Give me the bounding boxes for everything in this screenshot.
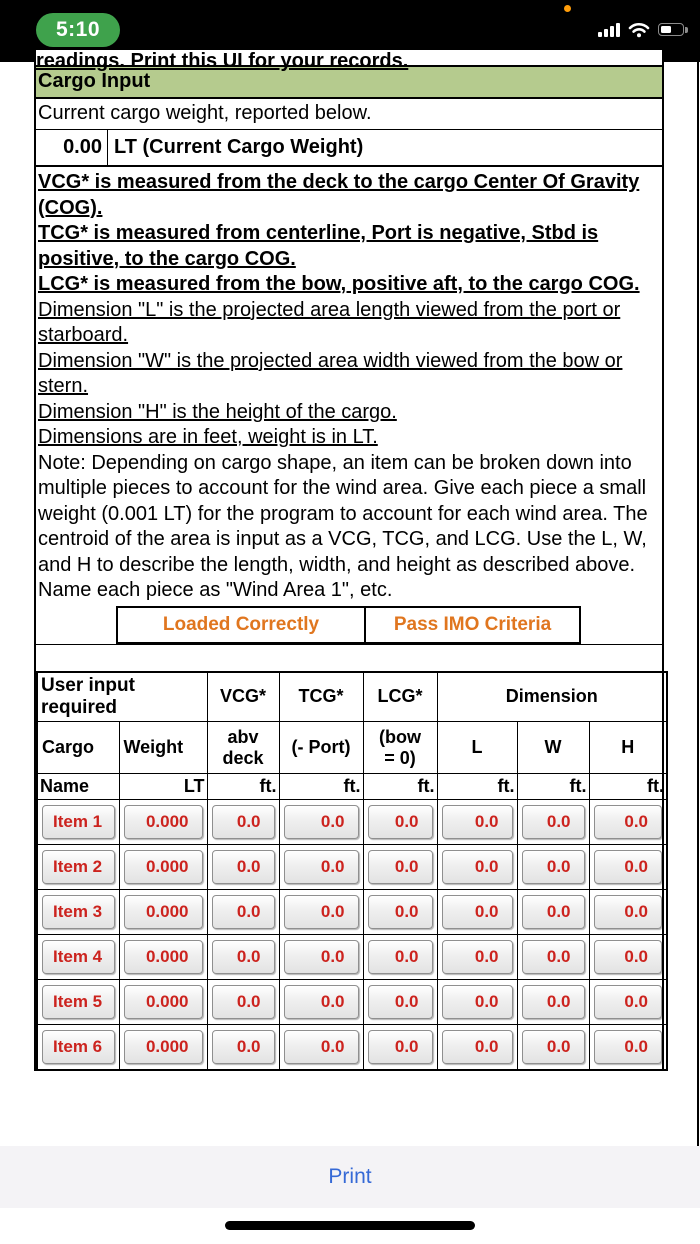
l-input[interactable]: 0.0 — [442, 1030, 513, 1064]
cargo-items-table — [36, 671, 668, 1072]
unit-label-name: Name — [37, 774, 119, 800]
vcg-input[interactable]: 0.0 — [212, 1030, 275, 1064]
status-indicator-row — [36, 606, 662, 645]
instructions-block — [36, 167, 662, 606]
weight-input[interactable]: 0.000 — [124, 805, 203, 839]
table-row — [37, 845, 667, 890]
current-weight-row — [36, 130, 662, 167]
col-subheader-lcg: (bow = 0) — [363, 722, 437, 774]
w-input[interactable]: 0.0 — [522, 985, 585, 1019]
item-name-input[interactable]: Item 4 — [42, 940, 115, 974]
vcg-input[interactable]: 0.0 — [212, 985, 275, 1019]
item-name-input[interactable]: Item 5 — [42, 985, 115, 1019]
col-subheader-vcg: abv deck — [207, 722, 279, 774]
col-header-lcg: LCG* — [363, 672, 437, 722]
info-paragraph-dim-w: Dimension "W" is the projected area width viewed from the bow or stern. — [38, 349, 623, 397]
h-input[interactable]: 0.0 — [594, 1030, 663, 1064]
unit-label-ft-w: ft. — [517, 774, 589, 800]
item-name-input[interactable]: Item 3 — [42, 895, 115, 929]
cargo-weight-description: Current cargo weight, reported below. — [36, 99, 662, 130]
loaded-correctly-status: Loaded Correctly — [116, 606, 366, 644]
col-header-vcg: VCG* — [207, 672, 279, 722]
tcg-input[interactable]: 0.0 — [284, 1030, 359, 1064]
clipped-note-row — [36, 50, 662, 72]
cargo-table-header — [37, 672, 667, 800]
item-name-input[interactable]: Item 6 — [42, 1030, 115, 1064]
current-cargo-weight-label: LT (Current Cargo Weight) — [114, 136, 364, 158]
home-indicator-area — [0, 1208, 700, 1244]
spacer — [36, 645, 662, 671]
lcg-input[interactable]: 0.0 — [368, 940, 433, 974]
tcg-input[interactable]: 0.0 — [284, 940, 359, 974]
lcg-input[interactable]: 0.0 — [368, 985, 433, 1019]
current-cargo-weight-value: 0.00 — [36, 130, 108, 165]
tcg-input[interactable]: 0.0 — [284, 985, 359, 1019]
battery-icon — [658, 23, 684, 36]
col-header-w: W — [517, 722, 589, 774]
tcg-input[interactable]: 0.0 — [284, 895, 359, 929]
col-header-weight: Weight — [119, 722, 207, 774]
w-input[interactable]: 0.0 — [522, 1030, 585, 1064]
cargo-table-body — [37, 800, 667, 1071]
item-name-input[interactable]: Item 1 — [42, 805, 115, 839]
h-input[interactable]: 0.0 — [594, 940, 663, 974]
vcg-input[interactable]: 0.0 — [212, 850, 275, 884]
weight-input[interactable]: 0.000 — [124, 1030, 203, 1064]
info-paragraph-dim-h: Dimension "H" is the height of the cargo. — [38, 400, 397, 423]
vcg-input[interactable]: 0.0 — [212, 895, 275, 929]
mic-indicator-dot — [564, 5, 571, 12]
w-input[interactable]: 0.0 — [522, 850, 585, 884]
col-header-user-input: User input required — [37, 672, 207, 722]
table-row — [37, 980, 667, 1025]
status-time: 5:10 — [36, 13, 120, 47]
wifi-icon — [627, 21, 651, 38]
l-input[interactable]: 0.0 — [442, 940, 513, 974]
cargo-form-sheet — [34, 50, 664, 1071]
col-subheader-tcg: (- Port) — [279, 722, 363, 774]
w-input[interactable]: 0.0 — [522, 940, 585, 974]
info-paragraph-dim-l: Dimension "L" is the projected area length viewed from the port or starboard. — [38, 298, 621, 346]
item-name-input[interactable]: Item 2 — [42, 850, 115, 884]
lcg-input[interactable]: 0.0 — [368, 805, 433, 839]
unit-label-lt: LT — [119, 774, 207, 800]
h-input[interactable]: 0.0 — [594, 985, 663, 1019]
h-input[interactable]: 0.0 — [594, 850, 663, 884]
table-row — [37, 800, 667, 845]
info-paragraph-tcg: TCG* is measured from centerline, Port is negative, Stbd is positive, to the cargo COG. — [38, 222, 599, 270]
w-input[interactable]: 0.0 — [522, 805, 585, 839]
weight-input[interactable]: 0.000 — [124, 895, 203, 929]
col-header-tcg: TCG* — [279, 672, 363, 722]
unit-label-ft-lcg: ft. — [363, 774, 437, 800]
table-row — [37, 890, 667, 935]
tcg-input[interactable]: 0.0 — [284, 850, 359, 884]
unit-label-ft-tcg: ft. — [279, 774, 363, 800]
home-indicator[interactable] — [225, 1221, 475, 1230]
vcg-input[interactable]: 0.0 — [212, 940, 275, 974]
col-header-h: H — [589, 722, 667, 774]
cellular-signal-icon — [598, 23, 620, 37]
info-paragraph-lcg: LCG* is measured from the bow, positive aft, to the cargo COG. — [38, 273, 640, 295]
weight-input[interactable]: 0.000 — [124, 940, 203, 974]
unit-label-ft-l: ft. — [437, 774, 517, 800]
w-input[interactable]: 0.0 — [522, 895, 585, 929]
l-input[interactable]: 0.0 — [442, 895, 513, 929]
h-input[interactable]: 0.0 — [594, 895, 663, 929]
h-input[interactable]: 0.0 — [594, 805, 663, 839]
l-input[interactable]: 0.0 — [442, 850, 513, 884]
col-header-l: L — [437, 722, 517, 774]
cargo-input-section-header: Cargo Input — [36, 67, 662, 99]
page-right-border — [697, 62, 699, 1146]
info-paragraph-note: Note: Depending on cargo shape, an item can be broken down into multiple pieces to account for the wind area. Give each piece a small weight (0.001 LT) for the program to account for each wind area. The centroid of the area is input as a VCG, TCG, and LCG. Use the L, W, and H to describe the length, width, and height as described above. Name each piece as "Wind Area 1", etc. — [38, 451, 648, 601]
weight-input[interactable]: 0.000 — [124, 850, 203, 884]
status-icons — [598, 21, 684, 38]
lcg-input[interactable]: 0.0 — [368, 850, 433, 884]
weight-input[interactable]: 0.000 — [124, 985, 203, 1019]
table-row — [37, 935, 667, 980]
tcg-input[interactable]: 0.0 — [284, 805, 359, 839]
clipped-note: readings. Print this UI for your records. — [36, 50, 409, 72]
unit-label-ft-h: ft. — [589, 774, 667, 800]
lcg-input[interactable]: 0.0 — [368, 895, 433, 929]
info-paragraph-vcg: VCG* is measured from the deck to the cargo Center Of Gravity (COG). — [38, 171, 640, 219]
l-input[interactable]: 0.0 — [442, 805, 513, 839]
col-header-cargo: Cargo — [37, 722, 119, 774]
l-input[interactable]: 0.0 — [442, 985, 513, 1019]
lcg-input[interactable]: 0.0 — [368, 1030, 433, 1064]
print-toolbar — [0, 1146, 700, 1208]
info-paragraph-units: Dimensions are in feet, weight is in LT. — [38, 426, 378, 448]
col-header-dimension: Dimension — [437, 672, 667, 722]
table-row — [37, 1025, 667, 1071]
vcg-input[interactable]: 0.0 — [212, 805, 275, 839]
pass-imo-criteria-status: Pass IMO Criteria — [366, 606, 581, 644]
print-button[interactable]: Print — [328, 1165, 372, 1188]
unit-label-ft-vcg: ft. — [207, 774, 279, 800]
